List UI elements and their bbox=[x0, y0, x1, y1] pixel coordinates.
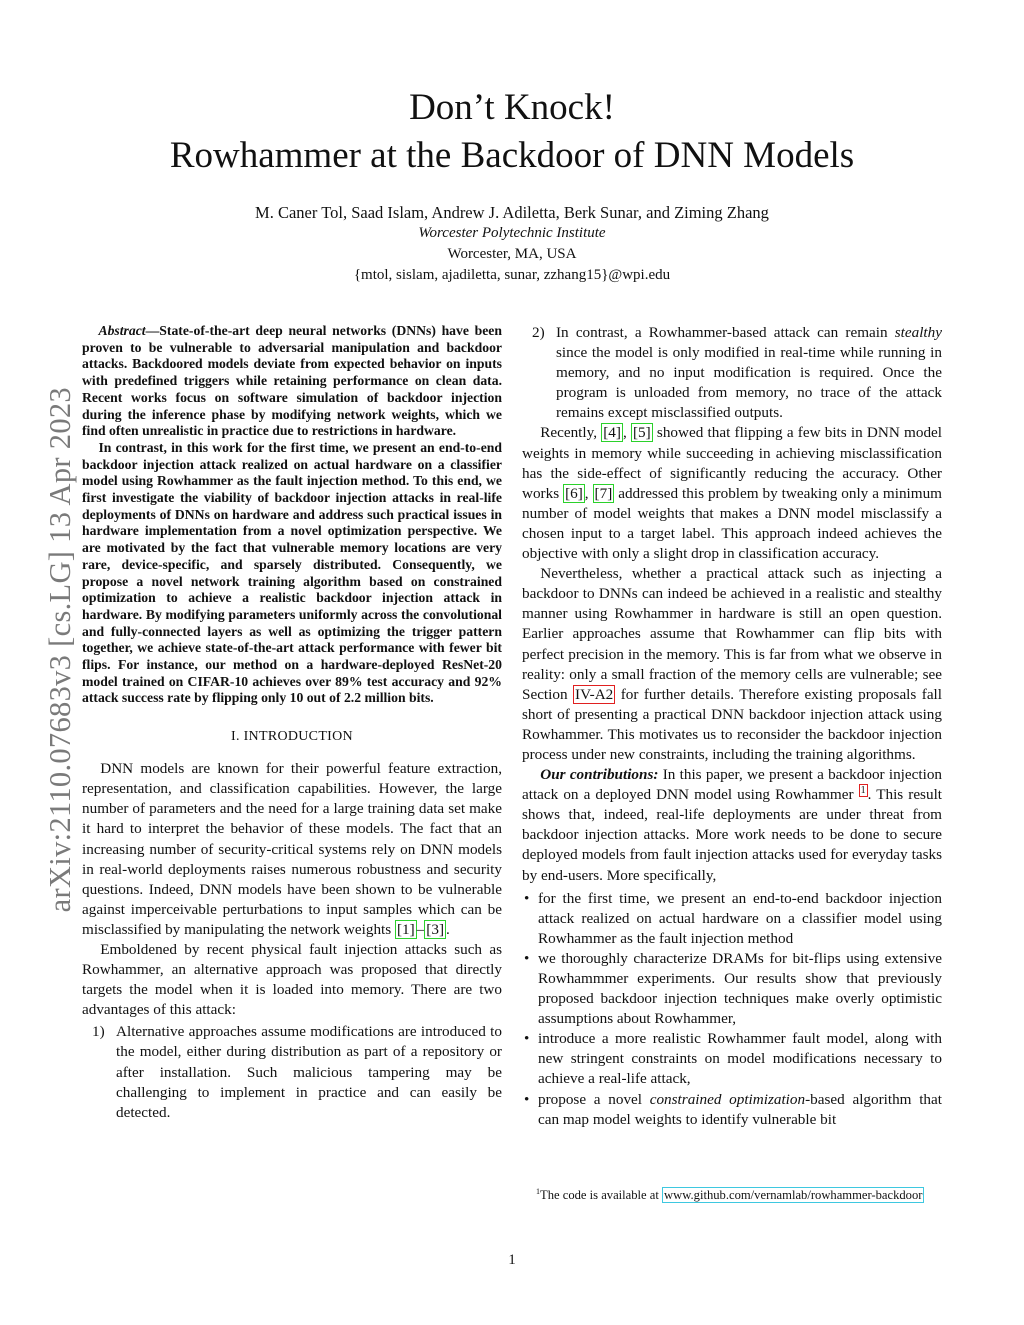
abstract-paragraph-2: In contrast, in this work for the first time, we present an end-to-end backdoor injection attack realized on actual hardware on a classifier model using Rowhammer as the fault injection method. To this end, we first investigate the viability of backdoor injection attacks in real-life deployments of DNNs on hardware and address such practical issues in hardware implementation from a novel optimization perspective. We are motivated by the fact that vulnerable memory locations are very rare, device-specific, and sparsely distributed. Consequently, we propose a novel network training algorithm based on constrained optimization to achieve a realistic backdoor injection attack in hardware. By modifying parameters uniformly across the convolutional and fully-connected layers as well as optimizing the trigger pattern together, we achieve state-of-the-art attack performance with fewer bit flips. For instance, our method on a hardware-deployed ResNet-20 model trained on CIFAR-10 achieves over 89% test accuracy and 92% attack success rate by flipping only 10 out of 2.2 million bits. bbox=[82, 439, 502, 706]
intro-paragraph-3: Recently, [4] , [5] showed that flipping a few bits in DNN model weights in memory while succeeding in achieving misclassification has the side-effect of significantly reducing the accuracy. Other works [6] , [7] addressed this problem by tweaking only a minimum number of model weights that makes a DNN model misclassify a chosen input to a target label. This approach indeed achieves the objective with only a slight drop in classification accuracy. bbox=[522, 424, 943, 563]
abstract-label: Abstract bbox=[98, 323, 146, 338]
section-link[interactable]: IV-A2 bbox=[575, 685, 614, 703]
citation-link-3[interactable]: [3] bbox=[426, 920, 445, 938]
author-list: M. Caner Tol, Saad Islam, Andrew J. Adiletta, Berk Sunar, and Ziming Zhang bbox=[255, 203, 769, 222]
left-column bbox=[82, 323, 502, 1123]
contributions-list bbox=[522, 889, 942, 1130]
abstract-text-1: —State-of-the-art deep neural networks (DNNs) have been proven to be vulnerable to adversarial manipulation and backdoor attacks. Backdoored models deviate from expected behavior on inputs with predefined triggers while retaining performance on clean data. Recent works focus on software simulation of backdoor injection during the inference phase by modifying network weights, which we find often unrealistic in practice due to restrictions in hardware. bbox=[82, 323, 502, 439]
emails: {mtol, sislam, ajadiletta, sunar, zzhang15}@wpi.edu bbox=[353, 267, 671, 283]
contributions-label: Our contributions: bbox=[540, 766, 659, 784]
intro-paragraph-5: Our contributions: In this paper, we present a backdoor injection attack on a deployed DNN model using Rowhammer $^1$ . This result shows that, indeed, real-life deployments are under threat from backdoor injection attacks. More work needs to be done to secure deployed models from fault injection attacks used for everyday tasks by end-users. More specifically, bbox=[522, 766, 943, 884]
bullet-icon: • bbox=[524, 889, 530, 907]
section-heading: I. INTRODUCTION bbox=[231, 729, 353, 745]
advantages-list-continued bbox=[522, 323, 942, 423]
footnote-mark: 1 bbox=[536, 1187, 540, 1196]
author-block bbox=[0, 202, 1024, 286]
arxiv-stamp bbox=[30, 350, 90, 950]
list-item: • for the first time, we present an end-to-end backdoor injection attack realized on actual hardware on a classifier model using Rowhammer as the fault injection method bbox=[524, 889, 942, 947]
arxiv-stamp-text: arXiv:2110.07683v3 [cs.LG] 13 Apr 2023 bbox=[42, 387, 77, 913]
citation-link-4[interactable]: [4] bbox=[603, 424, 621, 442]
repository-link[interactable]: www.github.com/vernamlab/rowhammer-backdoor bbox=[664, 1188, 923, 1203]
title-line-1: Don’t Knock! bbox=[409, 87, 615, 128]
citation-link-5[interactable]: [5] bbox=[632, 424, 651, 442]
list-item: • propose a novel constrained optimization-based algorithm that can map model weights to identify vulnerable bit bbox=[524, 1090, 942, 1128]
list-item: 1) Alternative approaches assume modifications are introduced to the model, either during distribution as part of a repository or after installation. Such malicious tampering may be challenging to implement in practice and can easily be detected. bbox=[92, 1023, 502, 1121]
intro-paragraph-1: DNN models are known for their powerful feature extraction, representation, and classification capabilities. However, the large number of parameters and the need for a large training data set make it hard to interpret the behavior of these models. The fact that an increasing number of security-critical systems rely on DNN models in real-world deployments raises numerous robustness and security questions. Indeed, DNN models have been shown to be vulnerable against imperceivable perturbations to input samples which can be misclassified by manipulating the network weights [1] – [3] . bbox=[82, 760, 502, 938]
bullet-icon: • bbox=[524, 1090, 530, 1108]
right-column bbox=[522, 323, 942, 1130]
footnote-link[interactable]: 1 bbox=[860, 785, 866, 797]
title-line-2: Rowhammer at the Backdoor of DNN Models bbox=[169, 135, 855, 176]
citation-link-1[interactable]: [1] bbox=[396, 920, 415, 938]
page-number: 1 bbox=[508, 1252, 516, 1268]
list-item: • introduce a more realistic Rowhammer fault model, along with new stringent constraints on model modifications necessary to achieve a real-life attack, bbox=[524, 1030, 942, 1088]
abstract bbox=[82, 323, 502, 707]
intro-paragraph-4: Nevertheless, whether a practical attack such as injecting a backdoor to DNNs can indeed be achieved in a realistic and stealthy manner using Rowhammer in hardware is still an open question. Earlier approaches assume that Rowhammer can flip bits with perfect precision in the memory. This is far from what we observe in reality: only a small fraction of the memory cells are vulnerable; see Section IV-A2 for further details. Therefore existing proposals fall short of presenting a practical DNN backdoor injection attack using Rowhammer. This motivates us to reconsider the backdoor injection process under new constraints, including the training algorithms. bbox=[522, 565, 942, 763]
list-item: 2) In contrast, a Rowhammer-based attack can remain stealthy since the model is only modified in real-time while running in memory, and no input modification is required. Once the program is unloaded from memory, no trace of the attack remains except misclassified outputs. bbox=[532, 324, 942, 422]
intro-right bbox=[522, 323, 942, 1130]
intro-paragraph-2: Emboldened by recent physical fault injection attacks such as Rowhammer, an alternative approach was proposed that directly targets the model when it is loaded into memory. There are two advantages of this attack: bbox=[82, 941, 502, 1019]
location: Worcester, MA, USA bbox=[447, 246, 577, 262]
footnote bbox=[536, 1184, 956, 1203]
list-item: • we thoroughly characterize DRAMs for bit-flips using extensive Rowhammmer experiments. Our results show that previously proposed backdoor injection techniques make overly optimistic assumptions about Rowhammer, bbox=[524, 949, 942, 1028]
bullet-icon: • bbox=[524, 949, 530, 967]
bullet-icon: • bbox=[524, 1030, 530, 1048]
abstract-paragraph-1 bbox=[82, 323, 502, 440]
intro-left bbox=[82, 759, 502, 1123]
affiliation: Worcester Polytechnic Institute bbox=[418, 225, 606, 241]
footnote-text: The code is available at bbox=[540, 1188, 663, 1203]
advantages-list bbox=[82, 1022, 502, 1122]
citation-link-7[interactable]: [7] bbox=[594, 484, 613, 502]
paper-title bbox=[0, 84, 1024, 180]
citation-link-6[interactable]: [6] bbox=[565, 484, 583, 502]
